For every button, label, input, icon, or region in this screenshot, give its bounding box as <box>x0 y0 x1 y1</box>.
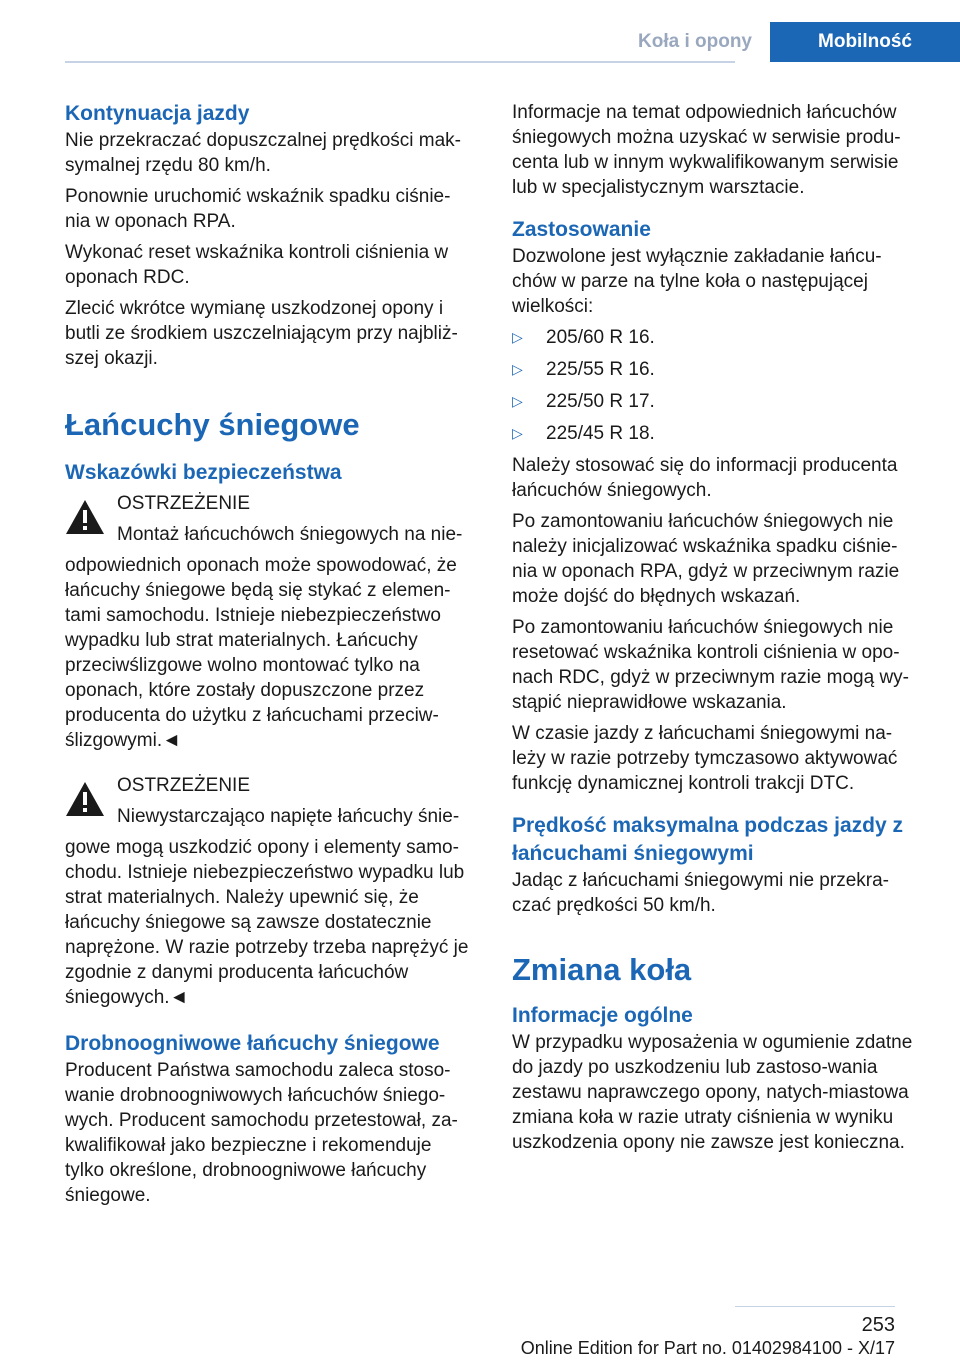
warning-block <box>65 491 475 753</box>
footer-divider <box>735 1306 895 1307</box>
heading-snow-chains: Łańcuchy śniegowe <box>65 407 360 442</box>
list-item: ▷ 225/55 R 16. <box>512 359 655 380</box>
paragraph: W przypadku wyposażenia w ogumienie zdatne do jazdy po uszkodzeniu lub zastoso-wania zestawu naprawczego opony, natych-miastowa zmiana koła w razie utraty ciśnienia w wyniku uszkodzenia opony nie zawsze jest konieczna. <box>512 1032 913 1153</box>
paragraph: Zlecić wkrótce wymianę uszkodzonej opony i butli ze środkiem uszczelniającym przy najbliż-szej okazji. <box>65 298 458 369</box>
triangle-bullet-icon: ▷ <box>512 425 523 441</box>
paragraph: Jadąc z łańcuchami śniegowymi nie przekra-czać prędkości 50 km/h. <box>512 870 889 916</box>
paragraph: Producent Państwa samochodu zaleca stoso-wanie drobnoogniwowych łańcuchów śniego-wych. Producent samochodu przetestował, za-kwalifikował jako bezpieczne i rekomenduje tylko określone, drobnoogniwowe łańcuchy śniegowe. <box>65 1060 458 1206</box>
warning-text: odpowiednich oponach może spowodować, że łańcuchy śniegowe będą się stykać z elemen-tami samochodu. Istnieje niebezpieczeństwo wypadku lub strat materialnych. Łańcuchy przeciwślizgowe wolno montować tylko na oponach, które zostały dopuszczone przez producenta do użytku z łańcuchami przeciw-ślizgowymi.◄ <box>65 555 457 751</box>
heading-wheel-change: Zmiana koła <box>512 952 692 987</box>
header-tabs <box>620 22 960 62</box>
warning-text: Niewystarczająco napięte łańcuchy śnie- <box>117 806 460 827</box>
paragraph: Po zamontowaniu łańcuchów śniegowych nie należy inicjalizować wskaźnika spadku ciśnie-nia w oponach RPA, gdyż w przeciwnym razie może dojść do błędnych wskazań. <box>512 511 900 607</box>
warning-title: OSTRZEŻENIE <box>117 775 251 796</box>
heading-safety-notes: Wskazówki bezpieczeństwa <box>65 461 342 484</box>
list-item: ▷ 225/45 R 18. <box>512 423 655 444</box>
triangle-bullet-icon: ▷ <box>512 393 523 409</box>
edition-note: Online Edition for Part no. 01402984100 - X/17 <box>520 1338 895 1358</box>
warning-text: Montaż łańcuchówch śniegowych na nie- <box>117 524 463 545</box>
list-item: ▷ 225/50 R 17. <box>512 391 655 412</box>
warning-block <box>65 773 475 1010</box>
tire-size-list <box>512 325 922 446</box>
warning-triangle-icon <box>65 781 105 817</box>
section-tab: Koła i opony <box>638 31 752 52</box>
right-column <box>512 100 922 1161</box>
header-divider <box>65 61 735 63</box>
paragraph: Należy stosować się do informacji producenta łańcuchów śniegowych. <box>512 455 898 501</box>
page-number: 253 <box>861 1314 895 1336</box>
warning-text: gowe mogą uszkodzić opony i elementy samo-chodu. Istnieje niebezpieczeństwo wypadku lub strat materialnych. Należy upewnić się, że łańcuchy śniegowe są zawsze dostatecznie naprężone. W razie potrzeby trzeba naprężyć je zgodnie z danymi producenta łańcuchów śniegowych.◄ <box>65 837 469 1008</box>
heading-fine-link-chains: Drobnoogniwowe łańcuchy śniegowe <box>65 1032 440 1055</box>
list-item: ▷ 205/60 R 16. <box>512 327 655 348</box>
paragraph: Po zamontowaniu łańcuchów śniegowych nie resetować wskaźnika kontroli ciśnienia w opo-nach RDC, gdyż w przeciwnym razie mogą wy-stąpić nieprawidłowe wskazania. <box>512 617 910 713</box>
heading-usage: Zastosowanie <box>512 218 651 241</box>
paragraph: Dozwolone jest wyłącznie zakładanie łańcu-chów w parze na tylne koła o następującej wielkości: <box>512 246 882 317</box>
paragraph: Nie przekraczać dopuszczalnej prędkości mak-symalnej rzędu 80 km/h. <box>65 130 461 176</box>
heading-continue-driving: Kontynuacja jazdy <box>65 102 250 125</box>
heading-max-speed: Prędkość maksymalna podczas jazdy z łańcuchami śniegowymi <box>512 814 904 865</box>
triangle-bullet-icon: ▷ <box>512 361 523 377</box>
chapter-tab: Mobilność <box>770 22 960 62</box>
paragraph: W czasie jazdy z łańcuchami śniegowymi na-leży w razie potrzeby tymczasowo aktywować funkcję dynamicznej kontroli trakcji DTC. <box>512 723 898 794</box>
paragraph: Ponownie uruchomić wskaźnik spadku ciśnie-nia w oponach RPA. <box>65 186 451 232</box>
left-column <box>65 100 475 1214</box>
warning-title: OSTRZEŻENIE <box>117 493 251 514</box>
paragraph: Wykonać reset wskaźnika kontroli ciśnienia w oponach RDC. <box>65 242 449 288</box>
heading-general-info: Informacje ogólne <box>512 1004 693 1027</box>
warning-triangle-icon <box>65 499 105 535</box>
paragraph: Informacje na temat odpowiednich łańcuchów śniegowych można uzyskać w serwisie produ-centa lub w innym wykwalifikowanym serwisie lub w specjalistycznym warsztacie. <box>512 102 901 198</box>
triangle-bullet-icon: ▷ <box>512 329 523 345</box>
